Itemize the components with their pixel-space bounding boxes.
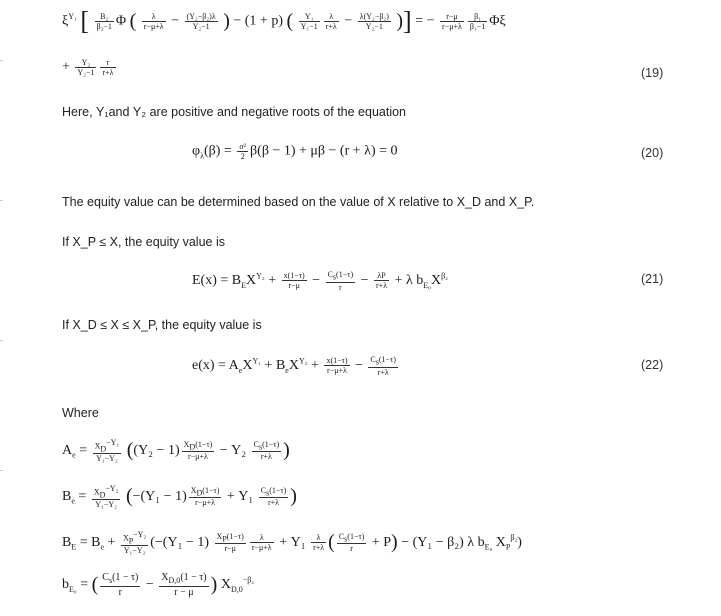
paragraph-here: Here, Υ₁and Υ₂ are positive and negative roots of the equation (62, 105, 407, 119)
equation-a-e: $A_e$ = $\frac{X_D^{-\Upsilon_1}}{\text{Υ₁−Υ₂}}$ ((Υ₂ − 1) $\frac{X_D(1-\tau)}{r-\mu+\lambda}$ − Υ₂ $\frac{C_s(1-\tau)}{r+\lambda}$ ) (62, 438, 290, 464)
equation-number-19: (19) (641, 66, 664, 80)
paragraph-where: Where (62, 406, 99, 420)
equation-20: $\varphi_\lambda(\beta)$ = $\frac{\text{σ²}}{2}$ β(β − 1) + μβ − (r + λ) = 0 (192, 142, 398, 161)
equation-22: $e(x) = A_eX^{\Upsilon_1} + B_eX^{\Upsilon_2}$ + $\frac{x(1-\tau)}{r-\mu+\lambda}$ − $\frac{C_s(1-\tau)}{r+\lambda}$ (192, 355, 396, 377)
equation-19-line-2: + $\frac{\text{Υ₂}}{\text{Υ₂−1}}$ $\frac{r}{r+\lambda}$ (62, 58, 114, 77)
equation-b-e0: $b_{E_0}$ = ( $\frac{C_s(1 - \tau)}{r}$ − $\frac{X_{D,0}(1 - \tau)}{r - \mu}$ ) $X_{D,0}^{-\beta_2}$ (62, 572, 255, 598)
margin-tick (0, 340, 3, 341)
equation-b-e: $B_e$ = $\frac{X_D^{-\Upsilon_2}}{\text{Υ₁−Υ₂}}$ (−(Υ₁ − 1) $\frac{X_D(1-\tau)}{r-\mu+\lambda}$ + Υ₁ $\frac{C_s(1-\tau)}{r+\lambda}$ ) (62, 484, 297, 510)
paragraph-if-xd: If X_D ≤ X ≤ X_P, the equity value is (62, 318, 262, 332)
equation-21: $E(x) = B_EX^{\Upsilon_2}$ + $\frac{x(1-\tau)}{r-\mu}$ − $\frac{C_s(1-\tau)}{r}$ − $\frac{\lambda P}{r+\lambda}$ + λ $b_{E_0}X^{\beta_2}$ (192, 270, 448, 292)
margin-tick (0, 60, 3, 61)
paragraph-equity: The equity value can be determined based on the value of X relative to X_D and X_P. (62, 195, 535, 209)
equation-number-22: (22) (641, 358, 664, 372)
equation-b-big-e: $B_E = B_e$ + $\frac{X_P^{-\Upsilon_2}}{\text{Υ₁−Υ₂}}$ (−(Υ₁ − 1) $\frac{X_P(1-\tau)}{r-\mu}$ $\frac{\lambda}{r-\mu+\lambda}$ + Υ₁ $\frac{\lambda}{r+\lambda}$ ( $\frac{C_s(1-\tau)}{r}$ + P) − (Υ₁ − β₂) λ $b_{E_0}$ $X_P^{\beta_2}$) (62, 530, 522, 556)
equation-number-20: (20) (641, 146, 664, 160)
paragraph-if-xp: If X_P ≤ X, the equity value is (62, 235, 225, 249)
equation-19-line-1: $\xi^{\Upsilon_1}$ [ $\frac{\text{B₂}}{\text{β₂−1}}$ Φ ( $\frac{\lambda}{r-\mu+\lambda}$ − $\frac{\text{(Υ₂−β₂)λ}}{\text{Υ₂−1}}$ ) − (1 + p) ( $\frac{\text{Υ₁}}{\text{Υ₁−1}}$ $\frac{\lambda}{r+\lambda}$ − $\frac{\text{λ(Υ₂−β₂)}}{\text{Υ₂−1}}$ )] = − $\frac{r-\mu}{r-\mu+\lambda}$ $\frac{\text{β₁}}{\text{β₁−1}}$ Φξ (62, 6, 506, 36)
margin-tick (0, 200, 3, 201)
margin-tick (0, 470, 3, 471)
equation-number-21: (21) (641, 272, 664, 286)
